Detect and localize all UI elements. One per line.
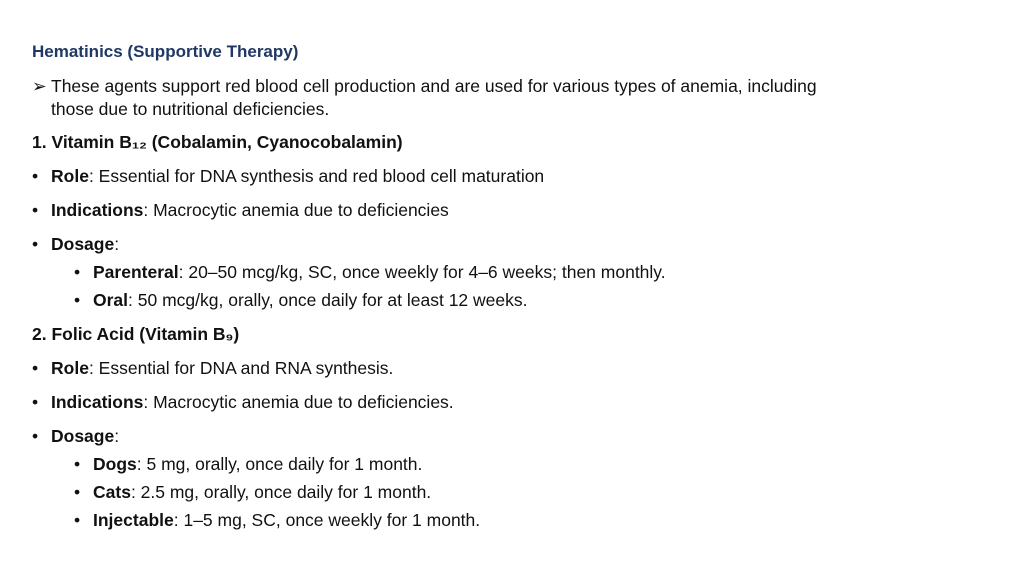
section2-dosage-item [32, 425, 119, 447]
page-title: Hematinics (Supportive Therapy) [32, 42, 299, 61]
section1-role-text: : Essential for DNA synthesis and red blood cell maturation [88, 166, 545, 186]
dosage-species-text: : 2.5 mg, orally, once daily for 1 month. [130, 482, 432, 502]
section2-dosage-subitem [74, 481, 431, 503]
section1-indications-text: : Macrocytic anemia due to deficiencies [143, 200, 449, 220]
section1-dosage-label: Dosage [51, 234, 115, 254]
dosage-route-text: : 20–50 mcg/kg, SC, once weekly for 4–6 weeks; then monthly. [178, 262, 666, 282]
section2-role-item [32, 357, 393, 379]
bullet-icon: • [74, 482, 81, 502]
section1-role-label: Role [51, 166, 89, 186]
bullet-icon: • [74, 290, 81, 310]
section2-indications-label: Indications [51, 392, 144, 412]
dosage-route-label: Oral [93, 290, 129, 310]
intro-text-1: These agents support red blood cell production and are used for various types of anemia, including [51, 76, 817, 96]
bullet-icon: • [32, 358, 39, 378]
dosage-route-label: Parenteral [93, 262, 179, 282]
dosage-route-label: Injectable [93, 510, 174, 530]
section1-heading: 1. Vitamin B₁₂ (Cobalamin, Cyanocobalamin) [32, 132, 403, 152]
bullet-icon: • [74, 454, 81, 474]
section1-dosage-subitem [74, 261, 666, 283]
bullet-icon: • [74, 510, 81, 530]
bullet-icon: • [32, 426, 39, 446]
section2-dosage-subitem [74, 453, 422, 475]
section2-indications-text: : Macrocytic anemia due to deficiencies. [143, 392, 454, 412]
dosage-route-text: : 50 mcg/kg, orally, once daily for at least 12 weeks. [128, 290, 528, 310]
arrow-bullet-icon: ➢ [32, 76, 47, 96]
bullet-icon: • [32, 234, 39, 254]
dosage-species-label: Cats [93, 482, 131, 502]
intro-text-2: those due to nutritional deficiencies. [51, 99, 330, 119]
section1-dosage-subitem [74, 289, 527, 311]
section1-role-item [32, 165, 544, 187]
section2-dosage-text: : [114, 426, 120, 446]
bullet-icon: • [32, 392, 39, 412]
dosage-species-label: Dogs [93, 454, 137, 474]
dosage-route-text: : 1–5 mg, SC, once weekly for 1 month. [173, 510, 481, 530]
section1-indications-item [32, 199, 449, 221]
section2-dosage-subitem [74, 509, 480, 531]
section2-heading: 2. Folic Acid (Vitamin B₉) [32, 324, 240, 344]
section2-dosage-label: Dosage [51, 426, 115, 446]
section1-dosage-text: : [114, 234, 120, 254]
section1-dosage-item [32, 233, 119, 255]
section2-role-text: : Essential for DNA and RNA synthesis. [88, 358, 394, 378]
section2-indications-item [32, 391, 454, 413]
section1-indications-label: Indications [51, 200, 144, 220]
bullet-icon: • [32, 200, 39, 220]
section2-role-label: Role [51, 358, 89, 378]
dosage-species-text: : 5 mg, orally, once daily for 1 month. [136, 454, 423, 474]
bullet-icon: • [32, 166, 39, 186]
bullet-icon: • [74, 262, 81, 282]
intro-line [32, 75, 817, 97]
